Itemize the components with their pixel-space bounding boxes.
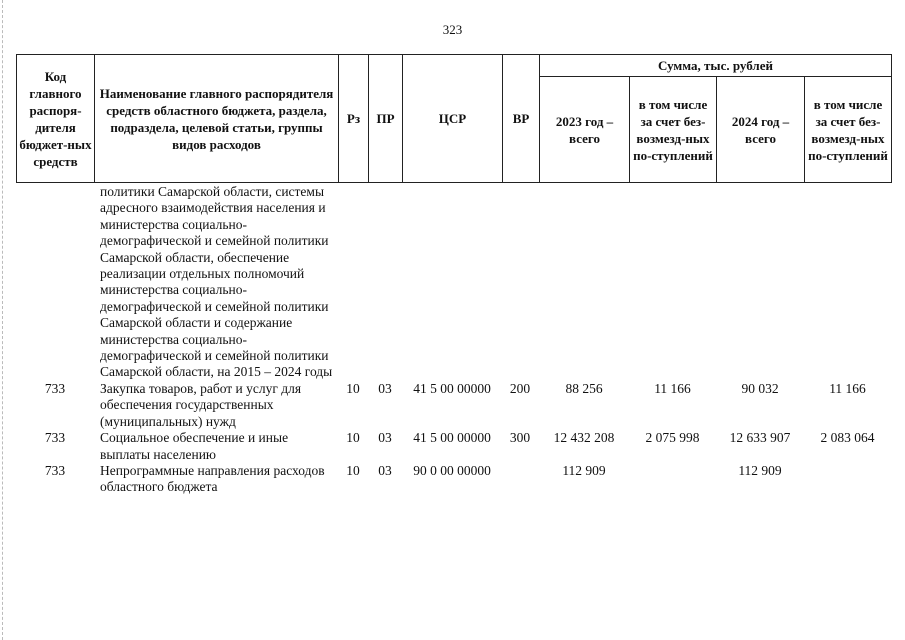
header-2023-gratuitous: в том числе за счет без-возмезд-ных по-ступлений xyxy=(630,77,717,183)
row-vr: 300 xyxy=(509,430,531,446)
row-pr: 03 xyxy=(378,430,392,446)
row-2024-total: 90 032 xyxy=(741,380,779,396)
table-row xyxy=(16,381,891,430)
row-rz: 10 xyxy=(346,430,360,446)
page-edge-rule xyxy=(2,0,3,640)
row-2023-gratuitous: 11 166 xyxy=(654,380,691,396)
table-row xyxy=(16,463,891,496)
table-row xyxy=(16,430,891,463)
row-name: Социальное обеспечение и иные выплаты населению xyxy=(100,430,289,462)
table-header xyxy=(16,54,892,183)
header-pr: ПР xyxy=(369,55,403,183)
row-code: 733 xyxy=(44,380,66,396)
row-name: Непрограммные направления расходов областного бюджета xyxy=(100,462,325,495)
header-2024-gratuitous: в том числе за счет без-возмезд-ных по-ступлений xyxy=(805,77,892,183)
header-2024-total: 2024 год – всего xyxy=(717,77,805,183)
row-vr: 200 xyxy=(509,380,531,396)
row-2023-total: 112 909 xyxy=(562,462,606,478)
header-sum: Сумма, тыс. рублей xyxy=(540,55,892,77)
header-rz: Рз xyxy=(339,55,369,183)
row-2024-total: 12 633 907 xyxy=(729,430,791,446)
row-2023-gratuitous: 2 075 998 xyxy=(645,430,700,446)
header-csr: ЦСР xyxy=(403,55,503,183)
header-vr: ВР xyxy=(503,55,540,183)
row-2023-total: 88 256 xyxy=(565,380,603,396)
row-pr: 03 xyxy=(378,462,392,478)
row-rz: 10 xyxy=(346,462,360,478)
continuation-row xyxy=(16,184,891,381)
row-2024-total: 112 909 xyxy=(738,462,782,478)
header-name: Наименование главного распорядителя средств областного бюджета, раздела, подраздела, целевой статьи, группы видов расходов xyxy=(95,55,339,183)
header-2023-total: 2023 год – всего xyxy=(540,77,630,183)
row-code: 733 xyxy=(44,462,66,478)
page-number: 323 xyxy=(442,22,463,37)
table-body xyxy=(16,184,891,496)
row-rz: 10 xyxy=(346,380,360,396)
continuation-text: политики Самарской области, системы адресного взаимодействия населения и министерства социально-демографической и семейной политики Самарской области, обеспечение реализации отдельных полномочий министерства социально-демографической и семейной политики Самарской области и содержание министерства социально-демографической и семейной политики Самарской области, на 2015 – 2024 годы xyxy=(100,184,333,380)
row-csr: 41 5 00 00000 xyxy=(413,380,491,396)
row-2024-gratuitous: 2 083 064 xyxy=(820,430,875,446)
row-csr: 41 5 00 00000 xyxy=(413,430,491,446)
row-name: Закупка товаров, работ и услуг для обеспечения государственных (муниципальных) нужд xyxy=(100,380,302,429)
row-pr: 03 xyxy=(378,380,392,396)
header-code: Код главного распоря-дителя бюджет-ных средств xyxy=(17,55,95,183)
row-csr: 90 0 00 00000 xyxy=(413,462,491,478)
row-2024-gratuitous: 11 166 xyxy=(829,380,866,396)
row-code: 733 xyxy=(44,430,66,446)
row-2023-total: 12 432 208 xyxy=(553,430,615,446)
